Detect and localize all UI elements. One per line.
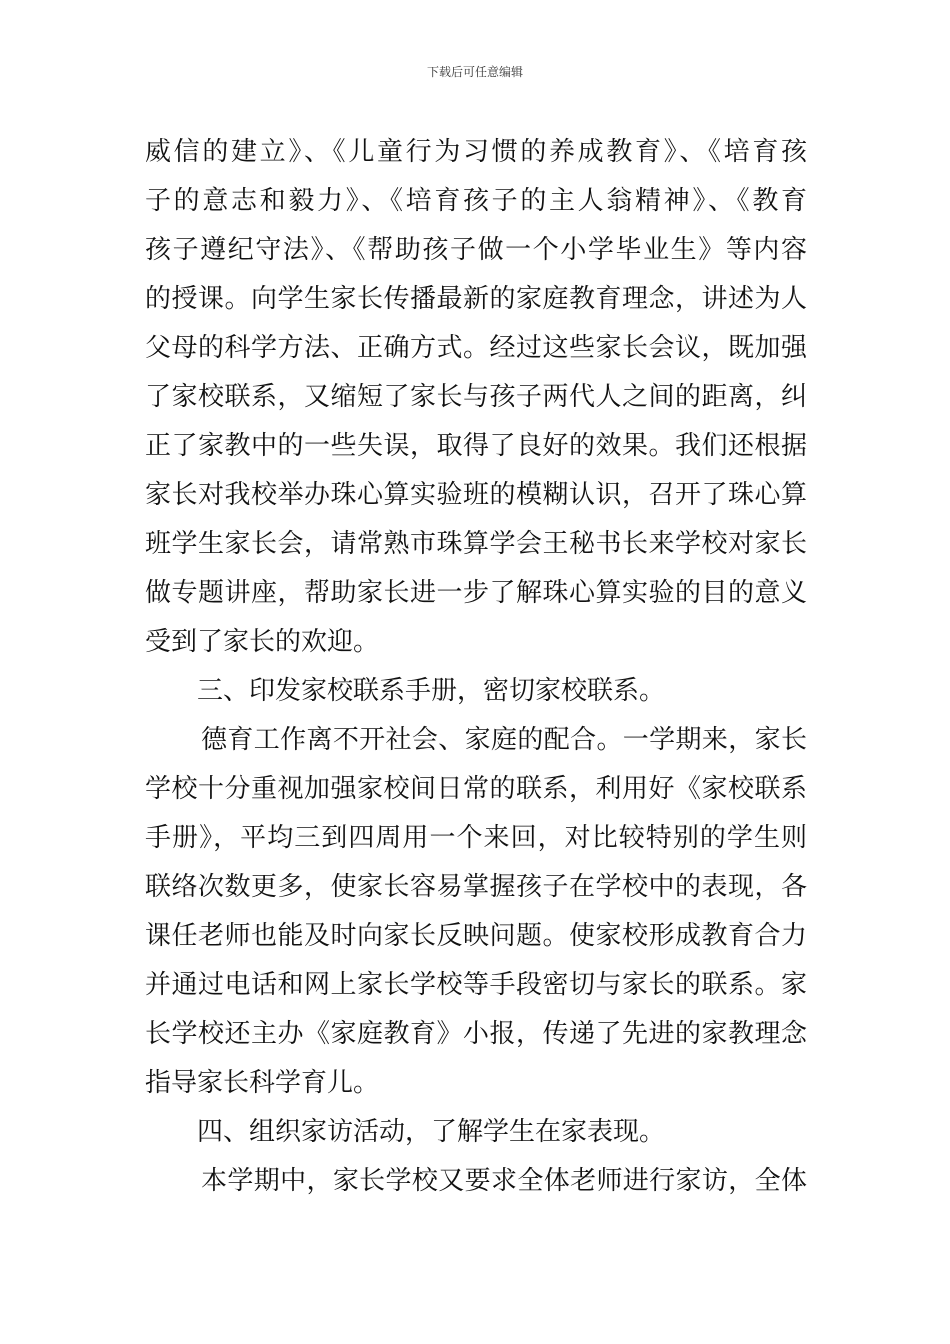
page-header-note: 下载后可任意编辑 [426, 65, 523, 79]
section-heading: 三、印发家校联系手册，密切家校联系。 [197, 676, 666, 706]
text-line: 威信的建立》、《儿童行为习惯的养成教育》、《培育孩 [145, 137, 807, 167]
text-line: 家长对我校举办珠心算实验班的模糊认识，召开了珠心算 [145, 480, 807, 510]
text-line: 父母的科学方法、正确方式。经过这些家长会议，既加强 [145, 333, 807, 363]
text-line: 子的意志和毅力》、《培育孩子的主人翁精神》、《教育 [145, 186, 807, 216]
text-line: 并通过电话和网上家长学校等手段密切与家长的联系。家 [145, 970, 807, 1000]
section-heading: 四、组织家访活动，了解学生在家表现。 [197, 1117, 666, 1147]
text-line: 正了家教中的一些失误，取得了良好的效果。我们还根据 [145, 431, 807, 461]
document-body [145, 128, 807, 1206]
text-line: 的授课。向学生家长传播最新的家庭教育理念，讲述为人 [145, 284, 807, 314]
text-line: 本学期中，家长学校又要求全体老师进行家访，全体 [201, 1166, 807, 1196]
text-line: 孩子遵纪守法》、《帮助孩子做一个小学毕业生》等内容 [145, 235, 807, 265]
text-line: 长学校还主办《家庭教育》小报，传递了先进的家教理念 [145, 1019, 807, 1049]
text-line: 联络次数更多，使家长容易掌握孩子在学校中的表现，各 [145, 872, 807, 902]
text-line: 班学生家长会，请常熟市珠算学会王秘书长来学校对家长 [145, 529, 807, 559]
text-line: 受到了家长的欢迎。 [145, 627, 380, 657]
text-line: 做专题讲座，帮助家长进一步了解珠心算实验的目的意义 [145, 578, 807, 608]
text-line: 德育工作离不开社会、家庭的配合。一学期来，家长 [201, 725, 807, 755]
text-line: 课任老师也能及时向家长反映问题。使家校形成教育合力 [145, 921, 807, 951]
text-line: 手册》，平均三到四周用一个来回，对比较特别的学生则 [145, 823, 807, 853]
text-line: 了家校联系，又缩短了家长与孩子两代人之间的距离，纠 [145, 382, 807, 412]
text-line: 学校十分重视加强家校间日常的联系，利用好《家校联系 [145, 774, 807, 804]
text-line: 指导家长科学育儿。 [145, 1068, 380, 1098]
